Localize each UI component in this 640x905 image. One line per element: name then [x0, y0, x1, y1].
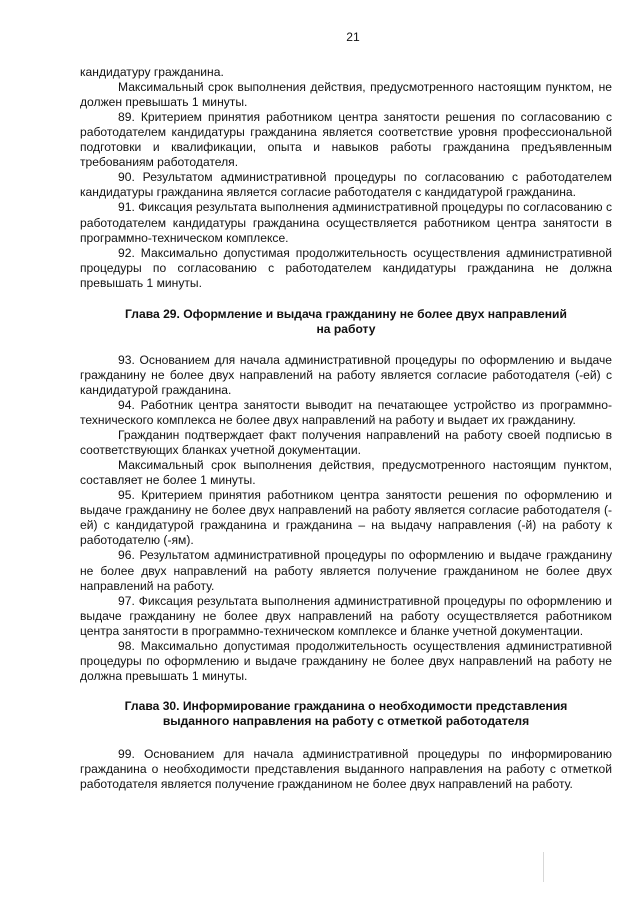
scan-artifact-line — [543, 852, 544, 882]
paragraph: Максимальный срок выполнения действия, предусмотренного настоящим пунктом, не должен превышать 1 минуты. — [80, 80, 612, 110]
chapter-29-body — [80, 353, 612, 684]
paragraph: 91. Фиксация результата выполнения административной процедуры по согласованию с работодателем кандидатуры гражданина осуществляется работником центра занятости в программно-техническом комплексе. — [80, 200, 612, 245]
paragraph: 96. Результатом административной процедуры по оформлению и выдаче гражданину не более двух направлений на работу является получение гражданином не более двух направлений на работу. — [80, 548, 612, 593]
paragraph: кандидатуру гражданина. — [80, 65, 224, 80]
paragraph: 97. Фиксация результата выполнения административной процедуры по оформлению и выдаче гражданину не более двух направлений на работу осуществляется работником центра занятости в программно-техническом комплексе и бланке учетной документации. — [80, 593, 612, 638]
paragraph: 93. Основанием для начала административной процедуры по оформлению и выдаче гражданину не более двух направлений на работу является согласие работодателя (-ей) с кандидатурой гражданина. — [80, 352, 612, 397]
paragraph: 92. Максимально допустимая продолжительность осуществления административной процедуры по согласованию с работодателем кандидатуры гражданина не должна превышать 1 минуты. — [80, 245, 612, 290]
paragraph: 98. Максимально допустимая продолжительность осуществления административной процедуры по оформлению и выдаче гражданину не более двух направлений на работу не должна превышать 1 минуты. — [80, 638, 612, 683]
paragraph: 99. Основанием для начала административной процедуры по информированию гражданина о необходимости представления выданного направления на работу с отметкой работодателя является получение гражданином не более двух направлений на работу. — [80, 746, 612, 792]
page-number: 21 — [346, 30, 360, 44]
chapter-30-body — [80, 747, 612, 792]
chapter-30-heading-line-1: Глава 30. Информирование гражданина о необходимости представления — [124, 698, 568, 713]
paragraph: 94. Работник центра занятости выводит на печатающее устройство из программно-технического комплекса не более двух направлений на работу и выдает их гражданину. — [80, 397, 612, 428]
chapter-30-heading-line-2: выданного направления на работу с отметкой работодателя — [162, 713, 530, 728]
paragraph: 90. Результатом административной процедуры по согласованию с работодателем кандидатуры гражданина является согласие работодателя с кандидатурой гражданина. — [80, 170, 612, 200]
chapter-29-heading-line-1: Глава 29. Оформление и выдача гражданину не более двух направлений — [125, 306, 567, 321]
chapter-30-heading — [80, 699, 612, 729]
paragraph: 89. Критерием принятия работником центра занятости решения по согласованию с работодателем кандидатуры гражданина является соответствие уровня профессиональной подготовки и квалификации, опыта и навыков работы гражданина предъявленным требованиям работодателя. — [80, 110, 612, 170]
document-page — [80, 30, 612, 792]
paragraph: 95. Критерием принятия работником центра занятости решения по оформлению и выдаче гражданину не более двух направлений на работу является согласие работодателя (-ей) с кандидатурой гражданина и гражданина – на выдачу направления (-й) на работу к работодателю (-ям). — [80, 488, 612, 548]
paragraph: Максимальный срок выполнения действия, предусмотренного настоящим пунктом, составляет не более 1 минуты. — [80, 458, 612, 488]
chapter-29-heading — [80, 307, 612, 337]
section-before-chapter-29 — [80, 65, 612, 291]
paragraph: Гражданин подтверждает факт получения направлений на работу своей подписью в соответствующих бланках учетной документации. — [80, 428, 612, 458]
chapter-29-heading-line-2: на работу — [316, 321, 376, 336]
